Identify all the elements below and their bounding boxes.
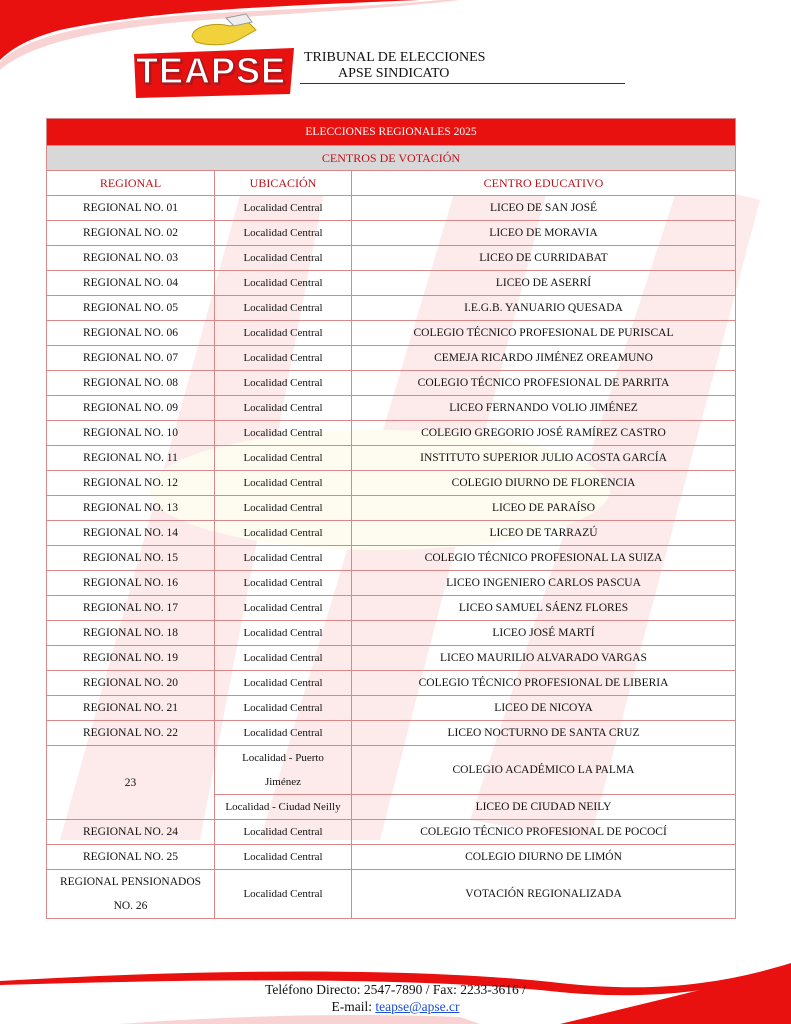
table-row [47, 246, 736, 271]
centro-cell: LICEO MAURILIO ALVARADO VARGAS [352, 646, 736, 671]
table-row [47, 820, 736, 845]
footer-email-line [0, 999, 791, 1015]
table-row [47, 221, 736, 246]
centro-cell: LICEO DE TARRAZÚ [352, 521, 736, 546]
centro-cell: LICEO DE CIUDAD NEILY [352, 795, 736, 820]
table-title: ELECCIONES REGIONALES 2025 [47, 119, 736, 146]
ubicacion-cell: Localidad Central [215, 396, 352, 421]
org-name-line1: TRIBUNAL DE ELECCIONES [304, 50, 486, 65]
table-row-regional-23 [47, 746, 736, 795]
centro-cell: LICEO DE MORAVIA [352, 221, 736, 246]
regional-cell: REGIONAL NO. 12 [47, 471, 215, 496]
email-link[interactable]: teapse@apse.cr [375, 999, 460, 1014]
ubicacion-cell: Localidad Central [215, 721, 352, 746]
regional-cell: 23 [47, 746, 215, 820]
regional-cell: REGIONAL NO. 04 [47, 271, 215, 296]
centro-cell: I.E.G.B. YANUARIO QUESADA [352, 296, 736, 321]
regional-cell: REGIONAL NO. 19 [47, 646, 215, 671]
regional-cell: REGIONAL NO. 20 [47, 671, 215, 696]
regional-cell: REGIONAL NO. 16 [47, 571, 215, 596]
column-header-centro: CENTRO EDUCATIVO [352, 171, 736, 196]
centro-cell: COLEGIO TÉCNICO PROFESIONAL LA SUIZA [352, 546, 736, 571]
ubicacion-cell: Localidad Central [215, 221, 352, 246]
table-subtitle-row [47, 146, 736, 171]
centro-cell: COLEGIO TÉCNICO PROFESIONAL DE PURISCAL [352, 321, 736, 346]
table-row [47, 671, 736, 696]
ubicacion-cell: Localidad Central [215, 546, 352, 571]
ubicacion-cell: Localidad Central [215, 820, 352, 845]
ubicacion-cell: Localidad Central [215, 446, 352, 471]
table-row [47, 371, 736, 396]
centro-cell: COLEGIO TÉCNICO PROFESIONAL DE POCOCÍ [352, 820, 736, 845]
centro-cell: COLEGIO DIURNO DE FLORENCIA [352, 471, 736, 496]
regional-cell: REGIONAL NO. 07 [47, 346, 215, 371]
centro-cell: INSTITUTO SUPERIOR JULIO ACOSTA GARCÍA [352, 446, 736, 471]
table-header-row [47, 171, 736, 196]
centro-cell: LICEO JOSÉ MARTÍ [352, 621, 736, 646]
table-row [47, 321, 736, 346]
table-body [47, 196, 736, 746]
regional-cell: REGIONAL NO. 06 [47, 321, 215, 346]
table-row [47, 596, 736, 621]
ubicacion-line1: Localidad - Puerto [242, 752, 324, 764]
centro-cell: VOTACIÓN REGIONALIZADA [352, 870, 736, 919]
footer-phone: Teléfono Directo: 2547-7890 / Fax: 2233-3616 / [265, 982, 526, 997]
table-row [47, 296, 736, 321]
centro-cell: COLEGIO TÉCNICO PROFESIONAL DE LIBERIA [352, 671, 736, 696]
table-row [47, 621, 736, 646]
ubicacion-cell: Localidad Central [215, 246, 352, 271]
org-name-line2: APSE SINDICATO [338, 66, 450, 81]
table-row [47, 421, 736, 446]
voting-centers-table [46, 118, 736, 919]
ubicacion-cell: Localidad Central [215, 845, 352, 870]
regional-cell: REGIONAL NO. 11 [47, 446, 215, 471]
centro-cell: LICEO SAMUEL SÁENZ FLORES [352, 596, 736, 621]
table-row [47, 346, 736, 371]
centro-cell: LICEO DE SAN JOSÉ [352, 196, 736, 221]
column-header-regional: REGIONAL [47, 171, 215, 196]
ubicacion-cell: Localidad Central [215, 496, 352, 521]
email-label: E-mail: [331, 999, 376, 1014]
ubicacion-cell: Localidad Central [215, 521, 352, 546]
table-row [47, 196, 736, 221]
regional-cell: REGIONAL NO. 25 [47, 845, 215, 870]
table-row [47, 646, 736, 671]
regional-cell: REGIONAL NO. 15 [47, 546, 215, 571]
ubicacion-cell: Localidad Central [215, 421, 352, 446]
table-row [47, 396, 736, 421]
regional-cell [47, 870, 215, 919]
centro-cell: COLEGIO ACADÉMICO LA PALMA [352, 746, 736, 795]
ubicacion-cell: Localidad Central [215, 621, 352, 646]
centro-cell: COLEGIO DIURNO DE LIMÓN [352, 845, 736, 870]
ubicacion-cell [215, 746, 352, 795]
table-row [47, 496, 736, 521]
table-row-regional-26 [47, 870, 736, 919]
ubicacion-cell: Localidad Central [215, 196, 352, 221]
regional-cell: REGIONAL NO. 22 [47, 721, 215, 746]
column-header-ubicacion: UBICACIÓN [215, 171, 352, 196]
ubicacion-cell: Localidad Central [215, 471, 352, 496]
ubicacion-cell: Localidad Central [215, 596, 352, 621]
logo-text: TEAPSE [136, 50, 287, 91]
table-row [47, 471, 736, 496]
centro-cell: LICEO DE PARAÍSO [352, 496, 736, 521]
regional-cell: REGIONAL NO. 05 [47, 296, 215, 321]
table-row [47, 571, 736, 596]
centro-cell: LICEO DE CURRIDABAT [352, 246, 736, 271]
ubicacion-line2: Jiménez [264, 776, 302, 788]
regional-cell: REGIONAL NO. 08 [47, 371, 215, 396]
centro-cell: LICEO NOCTURNO DE SANTA CRUZ [352, 721, 736, 746]
ubicacion-cell: Localidad Central [215, 646, 352, 671]
table-row [47, 546, 736, 571]
regional-cell: REGIONAL NO. 02 [47, 221, 215, 246]
centro-cell: COLEGIO TÉCNICO PROFESIONAL DE PARRITA [352, 371, 736, 396]
regional-cell: REGIONAL NO. 17 [47, 596, 215, 621]
centro-cell: LICEO INGENIERO CARLOS PASCUA [352, 571, 736, 596]
centro-cell: CEMEJA RICARDO JIMÉNEZ OREAMUNO [352, 346, 736, 371]
table-row [47, 271, 736, 296]
table-row [47, 521, 736, 546]
regional-line2: NO. 26 [113, 900, 148, 912]
ubicacion-cell: Localidad Central [215, 696, 352, 721]
regional-cell: REGIONAL NO. 01 [47, 196, 215, 221]
ubicacion-cell: Localidad Central [215, 671, 352, 696]
table-row [47, 696, 736, 721]
ubicacion-cell: Localidad Central [215, 870, 352, 919]
regional-cell: REGIONAL NO. 21 [47, 696, 215, 721]
table-title-row [47, 119, 736, 146]
table-row [47, 845, 736, 870]
regional-cell: REGIONAL NO. 10 [47, 421, 215, 446]
centro-cell: COLEGIO GREGORIO JOSÉ RAMÍREZ CASTRO [352, 421, 736, 446]
regional-line1: REGIONAL PENSIONADOS [59, 876, 202, 888]
ubicacion-cell: Localidad Central [215, 371, 352, 396]
table-row [47, 721, 736, 746]
regional-cell: REGIONAL NO. 09 [47, 396, 215, 421]
centro-cell: LICEO FERNANDO VOLIO JIMÉNEZ [352, 396, 736, 421]
ubicacion-cell: Localidad Central [215, 296, 352, 321]
table-row [47, 446, 736, 471]
regional-cell: REGIONAL NO. 03 [47, 246, 215, 271]
header-divider [300, 83, 625, 84]
centro-cell: LICEO DE ASERRÍ [352, 271, 736, 296]
regional-cell: REGIONAL NO. 14 [47, 521, 215, 546]
ubicacion-cell: Localidad Central [215, 571, 352, 596]
ubicacion-cell: Localidad Central [215, 271, 352, 296]
ubicacion-cell: Localidad Central [215, 346, 352, 371]
table-body-after [47, 820, 736, 870]
ubicacion-cell: Localidad Central [215, 321, 352, 346]
table-subtitle: CENTROS DE VOTACIÓN [47, 146, 736, 171]
centro-cell: LICEO DE NICOYA [352, 696, 736, 721]
regional-cell: REGIONAL NO. 18 [47, 621, 215, 646]
regional-cell: REGIONAL NO. 13 [47, 496, 215, 521]
ubicacion-cell: Localidad - Ciudad Neilly [215, 795, 352, 820]
regional-cell: REGIONAL NO. 24 [47, 820, 215, 845]
